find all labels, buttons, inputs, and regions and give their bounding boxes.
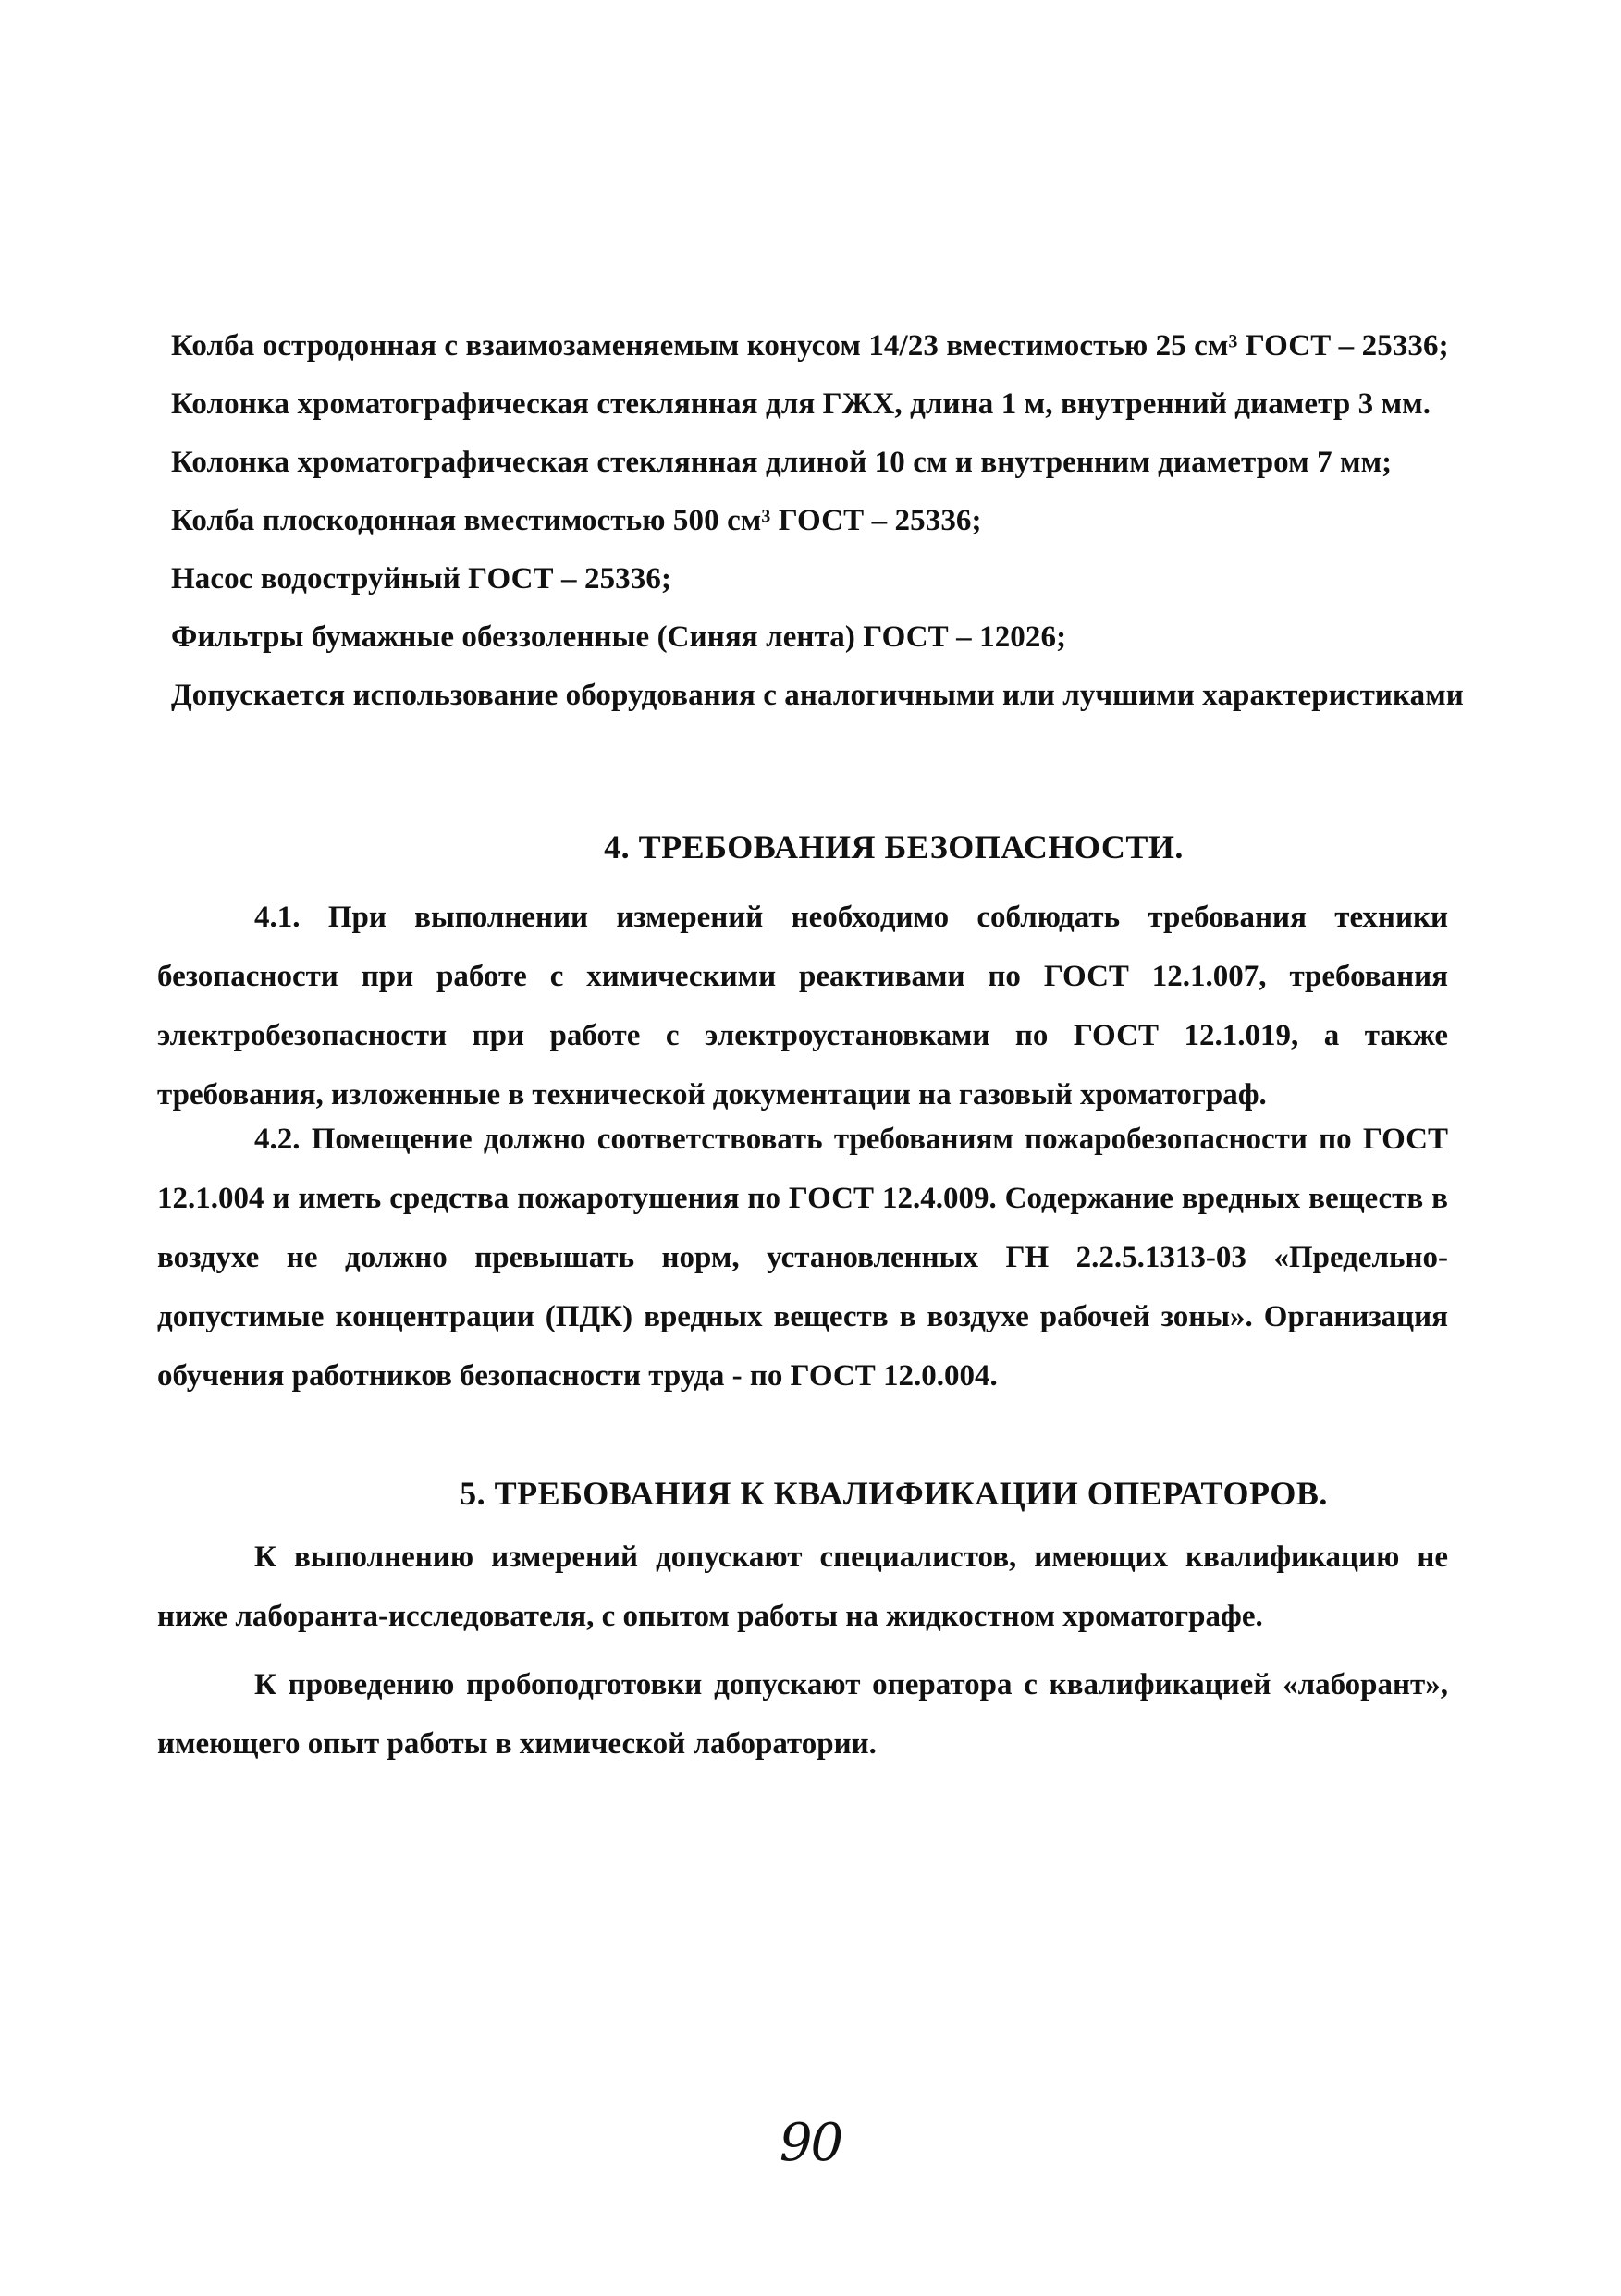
paragraph-4-1 [157,888,1448,1124]
equipment-item: Колба остродонная с взаимозаменяемым конусом 14/23 вместимостью 25 см³ ГОСТ – 25336; [171,329,1449,362]
paragraph-text: При выполнении измерений необходимо соблюдать требования техники безопасности при работе с химическими реактивами по ГОСТ 12.1.007, требования электробезопасности при работе с электроустановками по ГОСТ 12.1.019, а также требования, изложенные в технической документации на газовый хроматограф. [157,901,1448,1111]
section-5-heading: 5. ТРЕБОВАНИЯ К КВАЛИФИКАЦИИ ОПЕРАТОРОВ. [460,1475,1328,1512]
equipment-item: Колонка хроматографическая стеклянная для ГЖХ, длина 1 м, внутренний диаметр 3 мм. [171,387,1431,421]
paragraph-text: Помещение должно соответствовать требованиям пожаробезопасности по ГОСТ 12.1.004 и иметь средства пожаротушения по ГОСТ 12.4.009. Содержание вредных веществ в воздухе не должно превышать норм, установленных ГН 2.2.5.1313-03 «Предельно-допустимые концентрации (ПДК) вредных веществ в воздухе рабочей зоны». Организация обучения работников безопасности труда - по ГОСТ 12.0.004. [157,1123,1448,1393]
page-number: 90 [779,2113,842,2173]
clause-number: 4.1. [254,901,301,934]
clause-number: 4.2. [254,1123,301,1156]
equipment-list [171,317,1484,725]
equipment-item: Насос водоструйный ГОСТ – 25336; [171,562,672,595]
equipment-item: Фильтры бумажные обеззоленные (Синяя лента) ГОСТ – 12026; [171,620,1067,654]
section-4-heading: 4. ТРЕБОВАНИЯ БЕЗОПАСНОСТИ. [604,829,1184,866]
paragraph-5-1: К выполнению измерений допускают специалистов, имеющих квалификацию не ниже лаборанта-исследователя, с опытом работы на жидкостном хроматографе. [157,1541,1448,1633]
paragraph-5-2: К проведению пробоподготовки допускают оператора с квалификацией «лаборант», имеющего опыт работы в химической лаборатории. [157,1668,1448,1761]
paragraph-4-2 [157,1110,1448,1406]
equipment-item: Колба плоскодонная вместимостью 500 см³ ГОСТ – 25336; [171,504,982,537]
equipment-item: Допускается использование оборудования с аналогичными или лучшими характеристиками [171,679,1464,712]
equipment-item: Колонка хроматографическая стеклянная длиной 10 см и внутренним диаметром 7 мм; [171,446,1393,479]
